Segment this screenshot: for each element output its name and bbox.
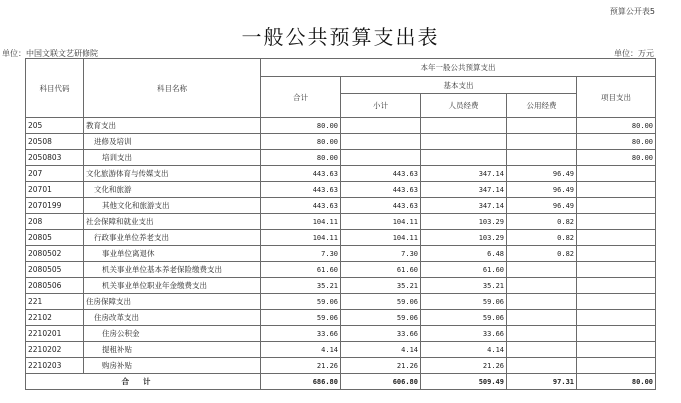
cell-project bbox=[577, 262, 656, 278]
cell-personnel: 21.26 bbox=[421, 358, 507, 374]
row-code: 207 bbox=[26, 166, 84, 182]
table-row bbox=[26, 134, 656, 150]
cell-personnel: 59.06 bbox=[421, 294, 507, 310]
table-row bbox=[26, 230, 656, 246]
total-subtotal: 606.80 bbox=[341, 374, 421, 390]
header-subtotal: 小计 bbox=[341, 94, 421, 118]
cell-total: 80.00 bbox=[261, 118, 341, 134]
row-code: 2210202 bbox=[26, 342, 84, 358]
cell-total: 443.63 bbox=[261, 198, 341, 214]
cell-project bbox=[577, 230, 656, 246]
cell-total: 35.21 bbox=[261, 278, 341, 294]
header-name: 科目名称 bbox=[84, 59, 261, 118]
cell-total: 7.30 bbox=[261, 246, 341, 262]
row-name: 社会保障和就业支出 bbox=[84, 214, 261, 230]
row-name: 住房改革支出 bbox=[84, 310, 261, 326]
cell-subtotal: 21.26 bbox=[341, 358, 421, 374]
row-code: 2070199 bbox=[26, 198, 84, 214]
header-current-year: 本年一般公共预算支出 bbox=[261, 59, 656, 77]
table-row bbox=[26, 118, 656, 134]
row-code: 2210201 bbox=[26, 326, 84, 342]
cell-project bbox=[577, 198, 656, 214]
cell-project bbox=[577, 246, 656, 262]
cell-personnel: 33.66 bbox=[421, 326, 507, 342]
row-code: 2050803 bbox=[26, 150, 84, 166]
table-row bbox=[26, 294, 656, 310]
header-personnel: 人员经费 bbox=[421, 94, 507, 118]
cell-personnel: 347.14 bbox=[421, 182, 507, 198]
cell-public: 0.82 bbox=[507, 230, 577, 246]
cell-public: 96.49 bbox=[507, 182, 577, 198]
row-name: 行政事业单位养老支出 bbox=[84, 230, 261, 246]
cell-public bbox=[507, 150, 577, 166]
row-code: 221 bbox=[26, 294, 84, 310]
cell-personnel: 4.14 bbox=[421, 342, 507, 358]
cell-public bbox=[507, 326, 577, 342]
row-code: 208 bbox=[26, 214, 84, 230]
cell-subtotal bbox=[341, 118, 421, 134]
row-code: 2080502 bbox=[26, 246, 84, 262]
total-total: 686.80 bbox=[261, 374, 341, 390]
cell-total: 33.66 bbox=[261, 326, 341, 342]
cell-subtotal bbox=[341, 150, 421, 166]
row-name: 提租补贴 bbox=[84, 342, 261, 358]
cell-total: 59.06 bbox=[261, 310, 341, 326]
cell-personnel: 103.29 bbox=[421, 230, 507, 246]
table-row bbox=[26, 326, 656, 342]
row-name: 其他文化和旅游支出 bbox=[84, 198, 261, 214]
cell-project: 80.00 bbox=[577, 134, 656, 150]
cell-project: 80.00 bbox=[577, 118, 656, 134]
cell-total: 80.00 bbox=[261, 134, 341, 150]
table-row bbox=[26, 310, 656, 326]
cell-public bbox=[507, 278, 577, 294]
cell-total: 104.11 bbox=[261, 214, 341, 230]
cell-public: 0.82 bbox=[507, 246, 577, 262]
cell-total: 80.00 bbox=[261, 150, 341, 166]
table-row bbox=[26, 246, 656, 262]
cell-personnel: 61.60 bbox=[421, 262, 507, 278]
cell-public bbox=[507, 134, 577, 150]
row-code: 22102 bbox=[26, 310, 84, 326]
cell-subtotal: 33.66 bbox=[341, 326, 421, 342]
row-code: 20805 bbox=[26, 230, 84, 246]
row-name: 文化和旅游 bbox=[84, 182, 261, 198]
row-name: 培训支出 bbox=[84, 150, 261, 166]
cell-total: 4.14 bbox=[261, 342, 341, 358]
cell-public bbox=[507, 118, 577, 134]
cell-personnel: 103.29 bbox=[421, 214, 507, 230]
row-code: 2080505 bbox=[26, 262, 84, 278]
cell-subtotal: 443.63 bbox=[341, 166, 421, 182]
row-name: 文化旅游体育与传媒支出 bbox=[84, 166, 261, 182]
row-name: 住房公积金 bbox=[84, 326, 261, 342]
cell-personnel: 347.14 bbox=[421, 166, 507, 182]
header-code: 科目代码 bbox=[26, 59, 84, 118]
unit-organization: 单位：中国文联文艺研修院 bbox=[2, 49, 98, 58]
cell-subtotal: 4.14 bbox=[341, 342, 421, 358]
cell-total: 443.63 bbox=[261, 166, 341, 182]
cell-subtotal: 35.21 bbox=[341, 278, 421, 294]
cell-total: 443.63 bbox=[261, 182, 341, 198]
cell-project: 80.00 bbox=[577, 150, 656, 166]
form-number: 预算公开表5 bbox=[609, 7, 655, 16]
row-name: 机关事业单位基本养老保险缴费支出 bbox=[84, 262, 261, 278]
cell-public: 96.49 bbox=[507, 198, 577, 214]
unit-currency: 单位：万元 bbox=[614, 49, 654, 58]
cell-public bbox=[507, 358, 577, 374]
row-code: 2080506 bbox=[26, 278, 84, 294]
cell-public bbox=[507, 262, 577, 278]
cell-subtotal: 104.11 bbox=[341, 214, 421, 230]
total-project: 80.00 bbox=[577, 374, 656, 390]
cell-personnel: 35.21 bbox=[421, 278, 507, 294]
table-row bbox=[26, 358, 656, 374]
cell-personnel: 59.06 bbox=[421, 310, 507, 326]
cell-project bbox=[577, 310, 656, 326]
cell-subtotal: 59.06 bbox=[341, 310, 421, 326]
cell-subtotal: 59.06 bbox=[341, 294, 421, 310]
cell-public: 0.82 bbox=[507, 214, 577, 230]
total-personnel: 509.49 bbox=[421, 374, 507, 390]
total-public: 97.31 bbox=[507, 374, 577, 390]
cell-personnel bbox=[421, 134, 507, 150]
row-name: 教育支出 bbox=[84, 118, 261, 134]
cell-project bbox=[577, 294, 656, 310]
row-name: 住房保障支出 bbox=[84, 294, 261, 310]
row-code: 205 bbox=[26, 118, 84, 134]
cell-subtotal: 7.30 bbox=[341, 246, 421, 262]
cell-project bbox=[577, 278, 656, 294]
cell-project bbox=[577, 166, 656, 182]
header-public: 公用经费 bbox=[507, 94, 577, 118]
cell-subtotal: 61.60 bbox=[341, 262, 421, 278]
row-name: 购房补贴 bbox=[84, 358, 261, 374]
cell-public bbox=[507, 310, 577, 326]
row-name: 机关事业单位职业年金缴费支出 bbox=[84, 278, 261, 294]
cell-project bbox=[577, 182, 656, 198]
row-code: 2210203 bbox=[26, 358, 84, 374]
table-row bbox=[26, 198, 656, 214]
table-row bbox=[26, 182, 656, 198]
header-project: 项目支出 bbox=[577, 77, 656, 118]
table-row bbox=[26, 262, 656, 278]
header-basic: 基本支出 bbox=[341, 77, 577, 94]
cell-project bbox=[577, 214, 656, 230]
total-row bbox=[26, 374, 656, 390]
cell-project bbox=[577, 342, 656, 358]
cell-personnel: 6.48 bbox=[421, 246, 507, 262]
table-row bbox=[26, 214, 656, 230]
cell-project bbox=[577, 326, 656, 342]
header-total: 合计 bbox=[261, 77, 341, 118]
row-code: 20701 bbox=[26, 182, 84, 198]
cell-subtotal: 443.63 bbox=[341, 198, 421, 214]
cell-total: 61.60 bbox=[261, 262, 341, 278]
budget-table bbox=[25, 58, 656, 390]
cell-subtotal: 443.63 bbox=[341, 182, 421, 198]
table-row bbox=[26, 278, 656, 294]
cell-public bbox=[507, 294, 577, 310]
row-name: 进修及培训 bbox=[84, 134, 261, 150]
cell-personnel: 347.14 bbox=[421, 198, 507, 214]
cell-public bbox=[507, 342, 577, 358]
cell-total: 59.06 bbox=[261, 294, 341, 310]
page-title: 一般公共预算支出表 bbox=[241, 25, 440, 49]
table-row bbox=[26, 150, 656, 166]
cell-personnel bbox=[421, 118, 507, 134]
cell-project bbox=[577, 358, 656, 374]
cell-public: 96.49 bbox=[507, 166, 577, 182]
row-name: 事业单位离退休 bbox=[84, 246, 261, 262]
cell-personnel bbox=[421, 150, 507, 166]
row-code: 20508 bbox=[26, 134, 84, 150]
cell-subtotal: 104.11 bbox=[341, 230, 421, 246]
cell-total: 21.26 bbox=[261, 358, 341, 374]
table-row bbox=[26, 342, 656, 358]
total-label: 合计 bbox=[26, 374, 261, 390]
cell-total: 104.11 bbox=[261, 230, 341, 246]
table-row bbox=[26, 166, 656, 182]
cell-subtotal bbox=[341, 134, 421, 150]
